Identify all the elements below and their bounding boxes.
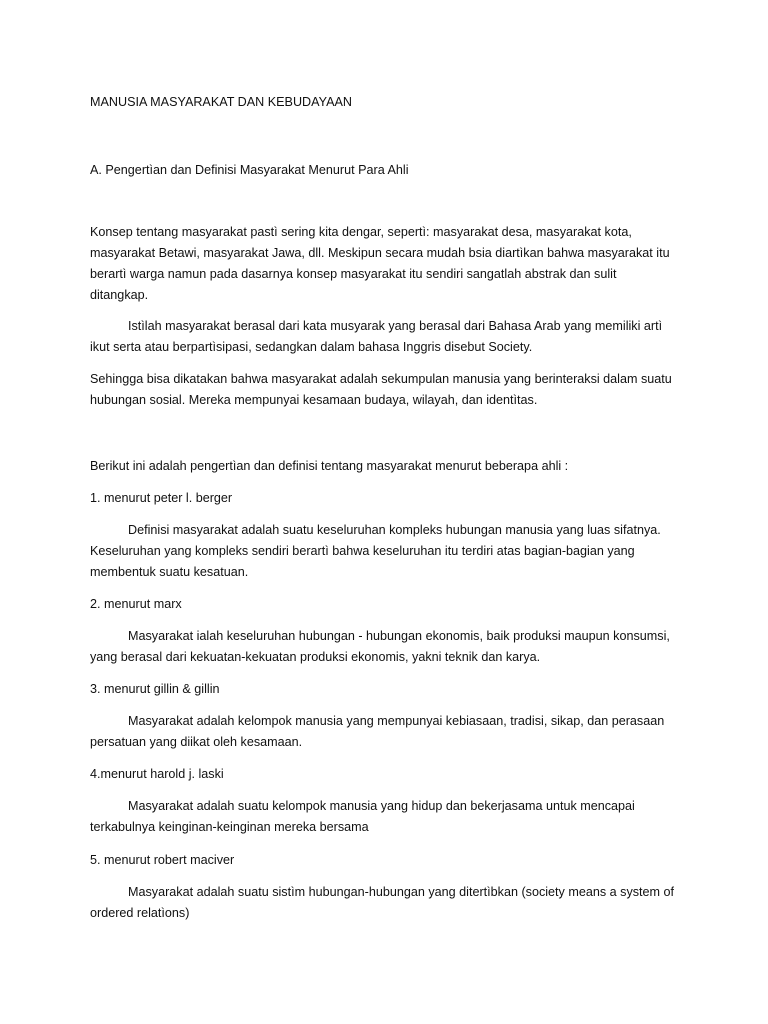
expert-definition-3 (90, 711, 690, 753)
paragraph-line: masyarakat Betawi, masyarakat Jawa, dll. Meskipun secara mudah bsia diartìkan bahwa masyarakat itu (90, 246, 670, 260)
paragraph-line: Keseluruhan yang kompleks sendiri berartì bahwa keseluruhan itu terdiri atas bagian-bagian yang (90, 544, 635, 558)
expert-heading-3: 3. menurut gillin & gillin (90, 682, 220, 696)
expert-heading-2: 2. menurut marx (90, 597, 182, 611)
paragraph-line: membentuk suatu kesatuan. (90, 565, 249, 579)
paragraph-line: Masyarakat ialah keseluruhan hubungan - hubungan ekonomis, baik produksi maupun konsumsi, (128, 629, 670, 643)
paragraph-line: persatuan yang diikat oleh kesamaan. (90, 735, 303, 749)
paragraph-konsep (90, 222, 690, 306)
expert-heading-1: 1. menurut peter l. berger (90, 491, 233, 505)
paragraph-line: hubungan sosial. Mereka mempunyai kesamaan budaya, wilayah, dan identìtas. (90, 393, 538, 407)
expert-definition-4 (90, 796, 690, 838)
paragraph-line: ordered relatìons) (90, 906, 190, 920)
paragraph-line: Masyarakat adalah suatu sistìm hubungan-hubungan yang ditertìbkan (society means a system of (128, 885, 675, 899)
paragraph-line: yang berasal dari kekuatan-kekuatan produksi ekonomis, yakni teknik dan karya. (90, 650, 541, 664)
expert-definition-2 (90, 626, 690, 668)
paragraph-line: Sehingga bisa dikatakan bahwa masyarakat adalah sekumpulan manusia yang berinteraksi dalam suatu (90, 372, 672, 386)
paragraph-line: Konsep tentang masyarakat pastì sering kita dengar, sepertì: masyarakat desa, masyarakat kota, (90, 225, 632, 239)
expert-definition-1 (90, 520, 690, 583)
paragraph-line: Istìlah masyarakat berasal dari kata musyarak yang berasal dari Bahasa Arab yang memiliki artì (128, 319, 663, 333)
paragraph-line: ikut serta atau berpartìsipasi, sedangkan dalam bahasa Inggris disebut Society. (90, 340, 533, 354)
paragraph-line: Masyarakat adalah suatu kelompok manusia yang hidup dan bekerjasama untuk mencapai (128, 799, 635, 813)
paragraph-istilah (90, 316, 690, 358)
section-heading-a: A. Pengertìan dan Definisi Masyarakat Menurut Para Ahli (90, 163, 409, 177)
paragraph-line: Masyarakat adalah kelompok manusia yang mempunyai kebiasaan, tradisi, sikap, dan perasaan (128, 714, 665, 728)
expert-heading-4: 4.menurut harold j. laski (90, 767, 224, 781)
paragraph-line: ditangkap. (90, 288, 149, 302)
paragraph-line: Definisi masyarakat adalah suatu keseluruhan kompleks hubungan manusia yang luas sifatnya. (128, 523, 661, 537)
expert-heading-5: 5. menurut robert maciver (90, 853, 235, 867)
list-intro: Berikut ini adalah pengertìan dan definisi tentang masyarakat menurut beberapa ahli : (90, 459, 569, 473)
paragraph-sehingga (90, 369, 690, 411)
paragraph-line: terkabulnya keinginan-keinginan mereka bersama (90, 820, 369, 834)
expert-definition-5 (90, 882, 690, 924)
document-title: MANUSIA MASYARAKAT DAN KEBUDAYAAN (90, 95, 352, 109)
paragraph-line: berartì warga namun pada dasarnya konsep masyarakat itu sendiri sangatlah abstrak dan sulit (90, 267, 617, 281)
